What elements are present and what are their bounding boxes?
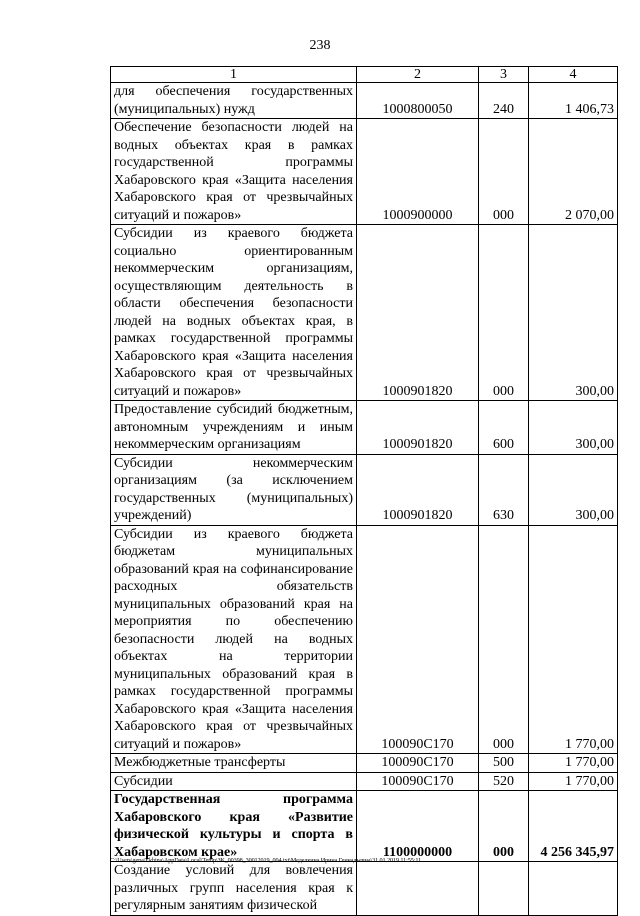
row-amount: 1 770,00 [529, 772, 618, 791]
row-type: 500 [479, 754, 529, 773]
row-code: 1000901820 [357, 401, 479, 455]
header-col-1: 1 [111, 67, 357, 83]
budget-table [110, 66, 618, 916]
row-code: 1000901820 [357, 225, 479, 401]
row-name: Создание условий для вовлечения различных групп населения края к регулярным занятиям физической [111, 862, 357, 916]
row-code: 1000901820 [357, 454, 479, 525]
row-code: 1000800050 [357, 83, 479, 119]
row-type: 630 [479, 454, 529, 525]
row-type [479, 862, 529, 916]
row-type: 000 [479, 119, 529, 225]
table-row [111, 83, 618, 119]
row-amount: 300,00 [529, 401, 618, 455]
row-name: для обеспечения государственных (муниципальных) нужд [111, 83, 357, 119]
file-path-footer: C:\Users\gena\Ekhina\AppData\Local\Temp\ЗК_00398_30012019_004.txt\Меделкина Ирина Геннадьевна\31.01.2019 11:55:11 [110, 857, 422, 864]
table-row [111, 225, 618, 401]
row-name: Предоставление субсидий бюджетным, автономным учреждениям и иным некоммерческим организациям [111, 401, 357, 455]
row-type: 240 [479, 83, 529, 119]
row-type: 600 [479, 401, 529, 455]
table-row [111, 119, 618, 225]
row-name: Субсидии некоммерческим организациям (за исключением государственных (муниципальных) учреждений) [111, 454, 357, 525]
row-code: 1000900000 [357, 119, 479, 225]
row-amount: 1 770,00 [529, 525, 618, 754]
row-code: 100090С170 [357, 525, 479, 754]
row-amount: 300,00 [529, 225, 618, 401]
row-type: 000 [479, 225, 529, 401]
row-name: Субсидии из краевого бюджета социально ориентированным некоммерческим организациям, осуществляющим деятельность в области обеспечения безопасности людей на водных объектах края, в рамках государственной программы Хабаровского края «Защита населения Хабаровского края от чрезвычайных ситуаций и пожаров» [111, 225, 357, 401]
row-amount: 1 406,73 [529, 83, 618, 119]
table-row [111, 772, 618, 791]
row-code: 100090С170 [357, 754, 479, 773]
table-header-row [111, 67, 618, 83]
page-number: 238 [309, 38, 331, 53]
header-col-3: 3 [479, 67, 529, 83]
table-row-program [111, 791, 618, 862]
row-amount: 4 256 345,97 [529, 791, 618, 862]
table-row [111, 454, 618, 525]
header-col-4: 4 [529, 67, 618, 83]
table-row [111, 862, 618, 916]
row-name: Межбюджетные трансферты [111, 754, 357, 773]
header-col-2: 2 [357, 67, 479, 83]
row-type: 520 [479, 772, 529, 791]
row-type: 000 [479, 791, 529, 862]
row-name: Обеспечение безопасности людей на водных объектах края в рамках государственной программы Хабаровского края «Защита населения Хабаровского края от чрезвычайных ситуаций и пожаров» [111, 119, 357, 225]
row-name: Государственная программа Хабаровского края «Развитие физической культуры и спорта в Хабаровском крае» [111, 791, 357, 862]
row-code [357, 862, 479, 916]
row-amount: 2 070,00 [529, 119, 618, 225]
row-code: 1100000000 [357, 791, 479, 862]
row-type: 000 [479, 525, 529, 754]
row-amount: 1 770,00 [529, 754, 618, 773]
row-amount [529, 862, 618, 916]
row-name: Субсидии из краевого бюджета бюджетам муниципальных образований края на софинансирование расходных обязательств муниципальных образований края на мероприятия по обеспечению безопасности людей на водных объектах на территории муниципальных образований края в рамках государственной программы Хабаровского края «Защита населения Хабаровского края от чрезвычайных ситуаций и пожаров» [111, 525, 357, 754]
table-row [111, 401, 618, 455]
row-amount: 300,00 [529, 454, 618, 525]
table-row [111, 525, 618, 754]
row-name: Субсидии [111, 772, 357, 791]
row-code: 100090С170 [357, 772, 479, 791]
table-row [111, 754, 618, 773]
